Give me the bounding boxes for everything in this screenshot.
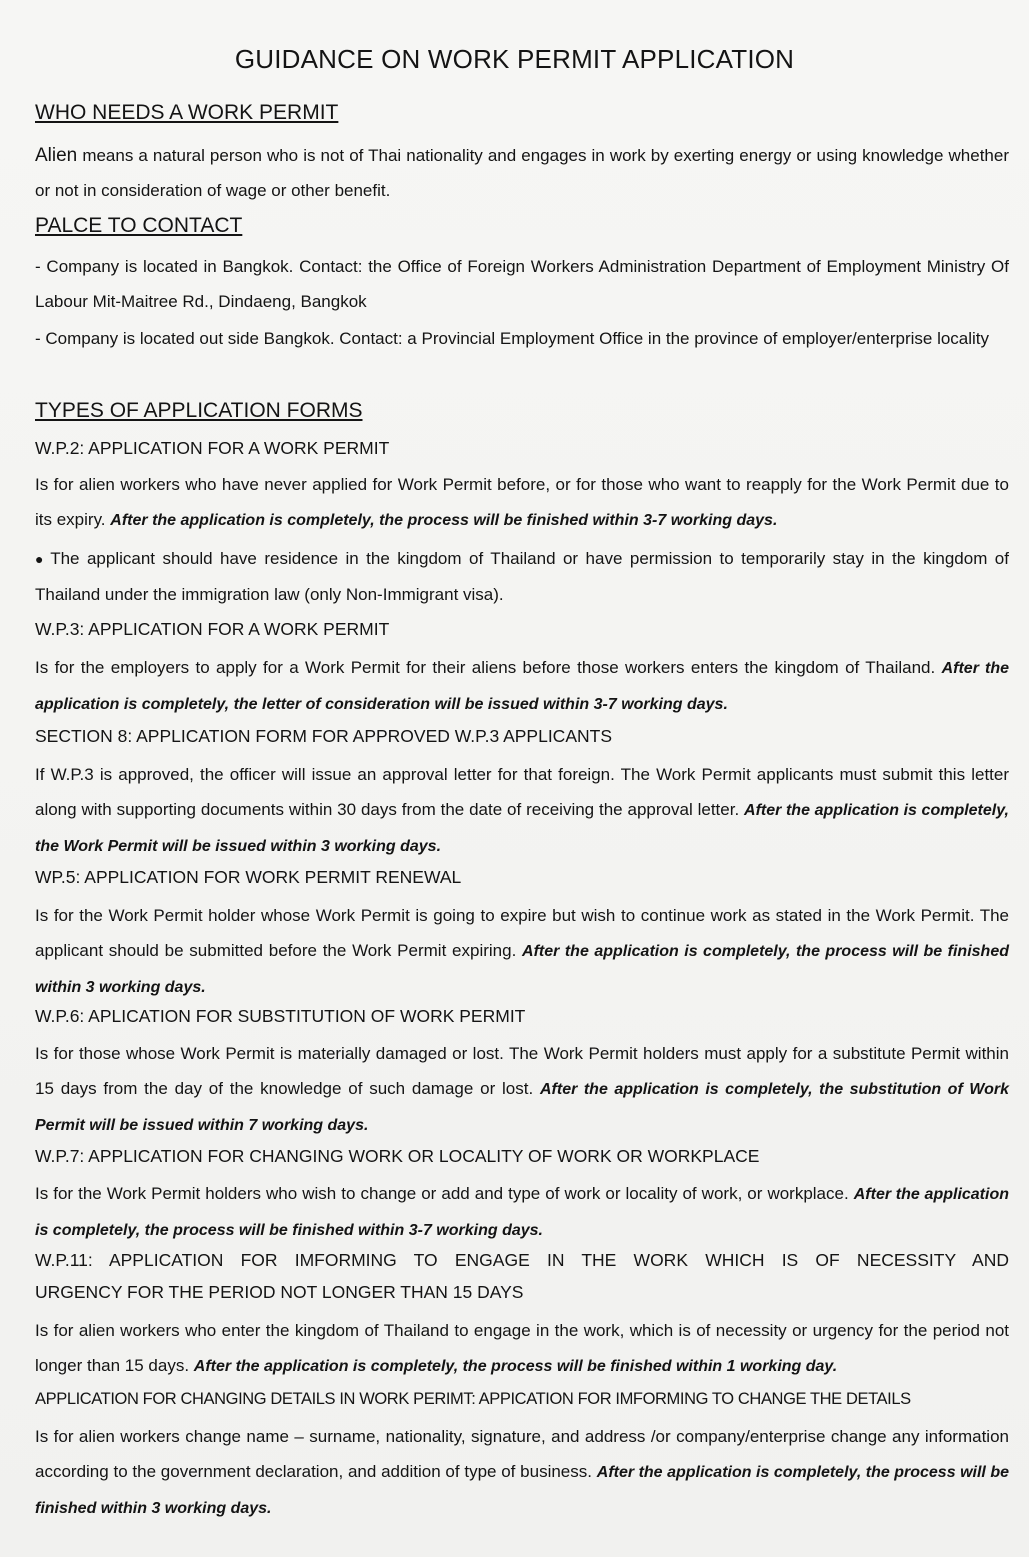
document-title: GUIDANCE ON WORK PERMIT APPLICATION: [234, 44, 795, 74]
wp2-text: Is for alien workers who have never applied for Work Permit before, or for those who want to reapply for the Work Permit due to its expiry.: [35, 475, 1009, 529]
wp5-description: [35, 898, 1009, 1005]
wp7-title: W.P.7: APPLICATION FOR CHANGING WORK OR LOCALITY OF WORK OR WORKPLACE: [35, 1146, 760, 1166]
heading-who-needs: WHO NEEDS A WORK PERMIT: [35, 101, 339, 124]
alien-text: means a natural person who is not of Thai nationality and engages in work by exerting energy or using knowledge whether or not in consideration of wage or other benefit.: [35, 146, 1009, 200]
bullet-icon: ●: [35, 551, 47, 567]
contact-bangkok: - Company is located in Bangkok. Contact: the Office of Foreign Workers Administration Department of Employment Ministry Of Labour Mit-Maitree Rd., Dindaeng, Bangkok: [35, 257, 1009, 311]
wp5-note: After the application is completely, the process will be finished within 3 working days.: [35, 943, 1009, 996]
change-details-text: Is for alien workers change name – surname, nationality, signature, and address /or company/enterprise change any information according to the government declaration, and addition of type of business.: [35, 1427, 1009, 1481]
wp5-text: Is for the Work Permit holder whose Work Permit is going to expire but wish to continue work as stated in the Work Permit. The applicant should be submitted before the Work Permit expiring.: [35, 906, 1009, 960]
heading-place-to-contact: PALCE TO CONTACT: [35, 214, 243, 237]
wp2-description: [35, 467, 1009, 538]
wp6-note: After the application is completely, the substitution of Work Permit will be issued within 7 working days.: [35, 1081, 1009, 1134]
wp3-note: After the application is completely, the letter of consideration will be issued within 3-7 working days.: [35, 660, 1009, 713]
change-details-title: APPLICATION FOR CHANGING DETAILS IN WORK PERIMT: APPICATION FOR IMFORMING TO CHANGE THE DETAILS: [35, 1390, 911, 1408]
wp2-note: After the application is completely, the process will be finished within 3-7 working days.: [110, 512, 778, 529]
wp7-text: Is for the Work Permit holders who wish to change or add and type of work or locality of work, or workplace.: [35, 1184, 849, 1203]
wp6-description: [35, 1036, 1009, 1143]
wp11-text: Is for alien workers who enter the kingdom of Thailand to engage in the work, which is of necessity or urgency for the period not longer than 15 days.: [35, 1321, 1009, 1375]
wp3-text: Is for the employers to apply for a Work Permit for their aliens before those workers enters the kingdom of Thailand.: [35, 658, 936, 677]
wp11-title-line2: URGENCY FOR THE PERIOD NOT LONGER THAN 15 DAYS: [35, 1282, 524, 1302]
heading-types-of-forms: TYPES OF APPLICATION FORMS: [35, 399, 363, 422]
wp11-description: [35, 1313, 1009, 1384]
wp11-title-line1: W.P.11: APPLICATION FOR IMFORMING TO ENGAGE IN THE WORK WHICH IS OF NECESSITY AND: [35, 1250, 1009, 1270]
wp7-note: After the application is completely, the process will be finished within 3-7 working days.: [35, 1186, 1009, 1239]
wp3-description: [35, 650, 1009, 722]
section8-note: After the application is completely, the Work Permit will be issued within 3 working days.: [35, 802, 1009, 855]
wp5-title: WP.5: APPLICATION FOR WORK PERMIT RENEWAL: [35, 867, 462, 887]
alien-definition: [35, 138, 1009, 208]
wp2-title: W.P.2: APPLICATION FOR A WORK PERMIT: [35, 438, 390, 458]
section8-description: [35, 757, 1009, 864]
alien-term: Alien: [35, 145, 78, 166]
wp7-description: [35, 1176, 1009, 1248]
change-details-note: After the application is completely, the process will be finished within 3 working days.: [35, 1464, 1010, 1517]
contact-outside-bangkok: - Company is located out side Bangkok. Contact: a Provincial Employment Office in the province of employer/enterprise locality: [35, 329, 990, 348]
change-details-description: [35, 1419, 1009, 1526]
section8-title: SECTION 8: APPLICATION FORM FOR APPROVED W.P.3 APPLICANTS: [35, 726, 612, 746]
wp11-note: After the application is completely, the process will be finished within 1 working day.: [193, 1358, 838, 1375]
wp6-title: W.P.6: APLICATION FOR SUBSTITUTION OF WORK PERMIT: [35, 1006, 526, 1026]
wp2-bullet-paragraph: [35, 541, 1009, 612]
wp6-text: Is for those whose Work Permit is materially damaged or lost. The Work Permit holders must apply for a substitute Permit within 15 days from the day of the knowledge of such damage or lost.: [35, 1044, 1009, 1098]
wp2-bullet-text: The applicant should have residence in the kingdom of Thailand or have permission to temporarily stay in the kingdom of Thailand under the immigration law (only Non-Immigrant visa).: [35, 549, 1009, 604]
wp3-title: W.P.3: APPLICATION FOR A WORK PERMIT: [35, 619, 390, 639]
section8-text: If W.P.3 is approved, the officer will issue an approval letter for that foreign. The Work Permit applicants must submit this letter along with supporting documents within 30 days from the date of receiving the approval letter.: [35, 765, 1009, 819]
